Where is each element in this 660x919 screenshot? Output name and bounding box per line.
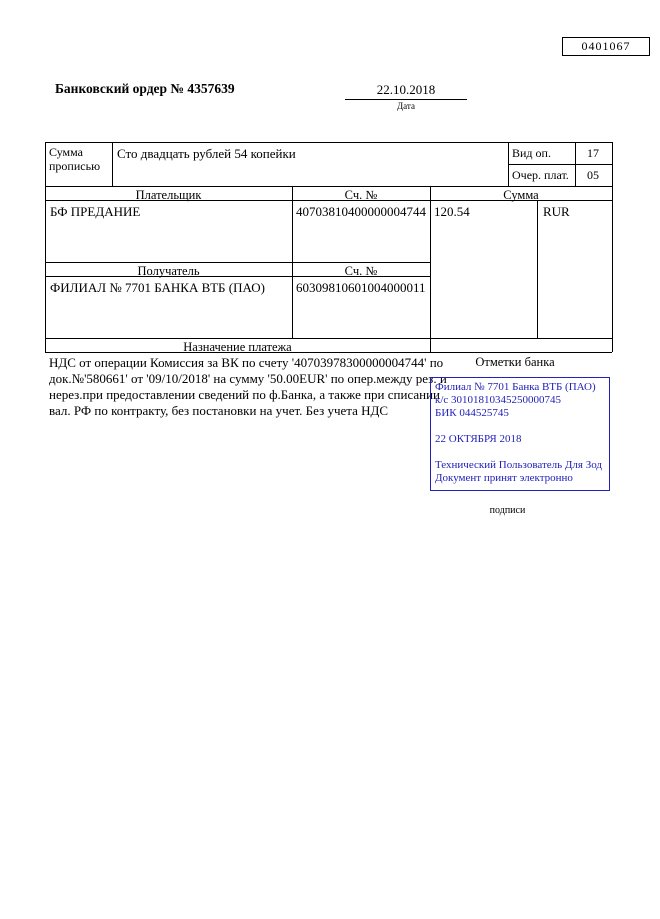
stamp-bank-name: Филиал № 7701 Банка ВТБ (ПАО) (435, 381, 596, 393)
purpose-text: НДС от операции Комиссия за ВК по счету '40703978300000004744' по док.№'580661' от '09/10/2018' на сумму '50.00EUR' по опер.между рез. и нерез.при предоставлении сведений по ф.Банка, а также при списании вал. РФ по контракту, без постановки на учет. Без учета НДС (49, 355, 447, 418)
payee-account: 60309810601004000011 (296, 280, 426, 295)
amount-value: 120.54 (434, 204, 470, 219)
table-border (612, 142, 613, 352)
bank-stamp (430, 377, 610, 491)
amount-words-value: Сто двадцать рублей 54 копейки (117, 146, 296, 161)
table-border (508, 142, 509, 186)
signatures-label: подписи (489, 505, 526, 516)
table-border (45, 262, 430, 263)
stamp-operator: Технический Пользователь Для Зод (435, 459, 603, 471)
ocher-plat-value: 05 (587, 168, 599, 182)
amount-words-label: Сумма прописью (49, 145, 101, 173)
form-code-box (562, 37, 650, 56)
payee-account-label: Сч. № (344, 264, 378, 278)
purpose-section-label: Назначение платежа (183, 340, 292, 354)
ocher-plat-label: Очер. плат. (512, 168, 569, 182)
table-border (112, 142, 113, 186)
table-border (45, 142, 46, 352)
vid-op-value: 17 (587, 146, 599, 160)
payer-section-label: Плательщик (135, 188, 202, 202)
table-border (292, 186, 293, 338)
amount-currency: RUR (543, 204, 570, 219)
table-border (45, 338, 612, 339)
payer-account: 40703810400000004744 (296, 204, 426, 219)
table-border (430, 186, 431, 352)
payer-name: БФ ПРЕДАНИЕ (50, 204, 141, 219)
stamp-corr-account: к/с 30101810345250000745 (435, 394, 562, 406)
form-code: 0401067 (581, 39, 631, 53)
amount-column-label: Сумма (503, 188, 539, 202)
table-border (537, 200, 538, 338)
document-title: Банковский ордер № 4357639 (55, 81, 235, 96)
table-border (508, 164, 612, 165)
payee-name: ФИЛИАЛ № 7701 БАНКА ВТБ (ПАО) (50, 280, 265, 295)
bank-marks-label: Отметки банка (475, 355, 555, 369)
stamp-date: 22 ОКТЯБРЯ 2018 (435, 433, 522, 445)
date-label: Дата (397, 101, 415, 111)
date-underline (345, 99, 467, 100)
payer-account-label: Сч. № (344, 188, 378, 202)
document-date: 22.10.2018 (376, 82, 436, 97)
table-border (45, 186, 612, 187)
table-border (45, 142, 612, 143)
stamp-bik: БИК 044525745 (435, 407, 509, 419)
stamp-accepted-note: Документ принят электронно (435, 472, 573, 484)
payee-section-label: Получатель (137, 264, 200, 278)
vid-op-label: Вид оп. (512, 146, 551, 160)
